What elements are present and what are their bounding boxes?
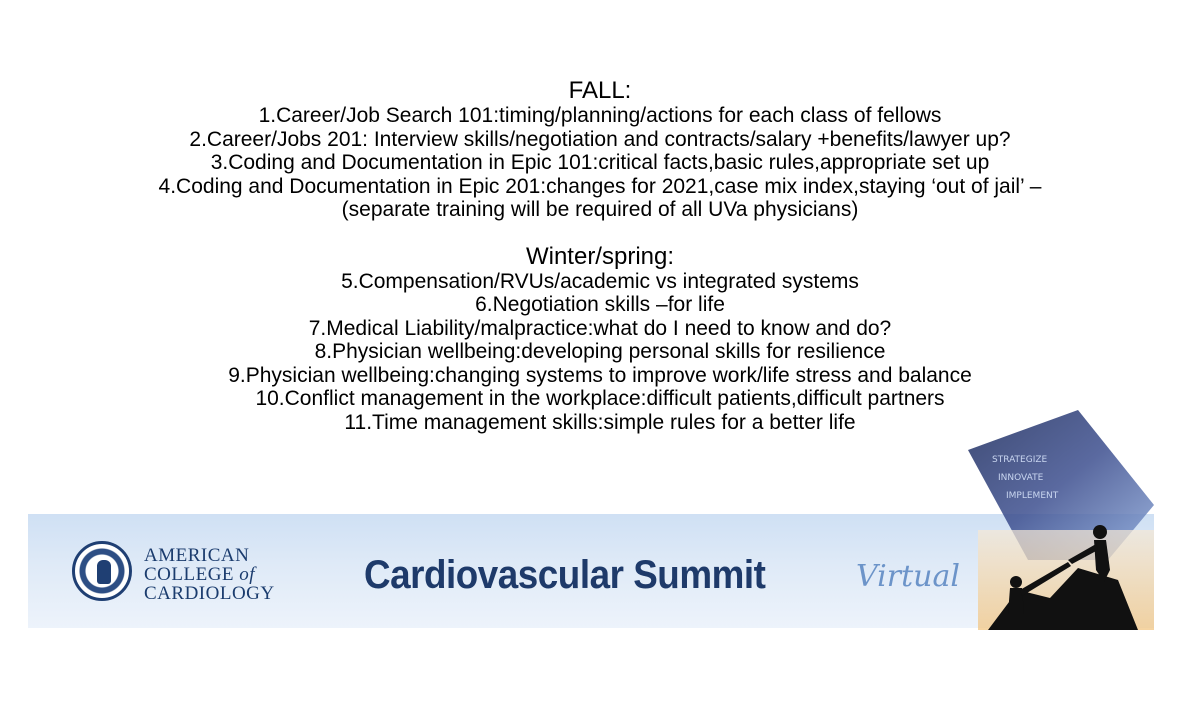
fall-item-1: 1.Career/Job Search 101:timing/planning/actions for each class of fellows (258, 104, 942, 127)
winter-item-6: 6.Negotiation skills –for life (475, 293, 725, 316)
climber-bottom-head (1010, 576, 1022, 588)
art-word-innovate: INNOVATE (998, 473, 1044, 483)
acc-line-college: COLLEGE of (144, 564, 256, 585)
fall-heading: FALL: (568, 77, 632, 104)
winter-item-5: 5.Compensation/RVUs/academic vs integrated systems (341, 269, 859, 293)
acc-wordmark (144, 546, 275, 603)
agenda-text (0, 78, 1200, 434)
heart-icon (97, 560, 111, 584)
event-tag-virtual: Virtual (856, 559, 960, 594)
acc-line-american: AMERICAN (144, 545, 250, 566)
climbers-illustration (958, 410, 1154, 630)
winter-item-11: 11.Time management skills:simple rules for a better life (344, 410, 856, 434)
fall-item-4: 4.Coding and Documentation in Epic 201:changes for 2021,case mix index,staying ‘out of jail’ –(separate training will be required of all UVa physicians) (158, 174, 1042, 221)
art-word-strategize: STRATEGIZE (992, 455, 1048, 465)
winter-item-10: 10.Conflict management in the workplace:difficult patients,difficult partners (255, 387, 945, 410)
fall-item-3: 3.Coding and Documentation in Epic 101:critical facts,basic rules,appropriate set up (210, 151, 990, 174)
acc-line-of: of (239, 564, 256, 585)
winter-spring-heading: Winter/spring: (525, 242, 675, 270)
event-title: Cardiovascular Summit (364, 553, 766, 597)
winter-item-7: 7.Medical Liability/malpractice:what do I need to know and do? (308, 316, 892, 340)
art-word-implement: IMPLEMENT (1006, 491, 1059, 501)
winter-item-9: 9.Physician wellbeing:changing systems to improve work/life stress and balance (228, 363, 972, 387)
climber-top-head (1093, 525, 1107, 539)
winter-item-8: 8.Physician wellbeing:developing personal skills for resilience (314, 340, 886, 363)
fall-item-2: 2.Career/Jobs 201: Interview skills/negotiation and contracts/salary +benefits/lawyer up? (189, 127, 1011, 151)
acc-line-cardiology: CARDIOLOGY (144, 583, 275, 604)
acc-seal-logo (72, 541, 132, 601)
